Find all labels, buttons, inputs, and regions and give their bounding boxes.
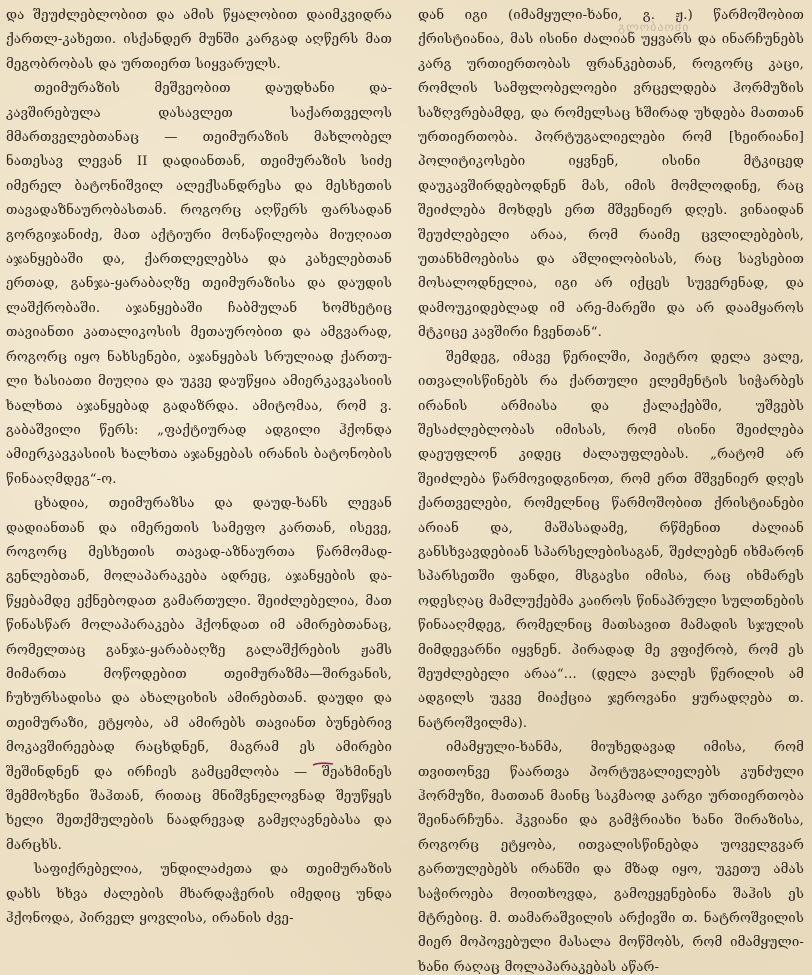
paragraph: ცხადია, თეიმურაზსა და დაუდ-ხანს ლევან დადიანთან და იმერეთის სამეფო კართან, ისევე, როგორც მესხეთის თავად-აზნაურთა წარმომადგენლებთან, მოლაპარაკება ადრეც, აჯანყების დაწყებამდე ექნებოდათ გამართული. შეიძლებელია, მათ წინასწარ მოლაპარაკება ჰქონდათ იმ ამირებთანაც, რომელთაც განჯა-ყარაბაღზე გალაშქრების ჟამს მიმართა მოწოდებით თეიმურაზმა—შირვანის, ჩუხურსადისა და ახალციხის ამირებთან. დაუდი და თეიმურაზი, ეტყობა, ამ ამირებს თავიანთ ბუნებრივ მოკავშირეებად რაცხდნენ, მაგრამ ეს ამირები შეშინდნენ და ირჩიეს გამცემლობა — შეახმინეს შემმოხვნი შაჰთან, რითაც მნიშვნელოვნად შეუწყეს ხელი შეთქმულების ნაადრევად გამჟღავნებასა და მარცხს. [6,496,392,853]
pen-underline-mark [312,761,334,767]
paragraph: იმამყული-ხანმა, მიუხედავად იმისა, რომ თვითონვე წაართვა პორტუგალიელებს კუნძული ჰორმუზი, მათთან მაინც საკმაოდ კარგი ურთიერთობა შეინარჩუნა. ჰკვიანი და გამჭრიახი ხანი შირაზისა, როგორც ეტყობა, ითვალისწინებდა უოველგვარ გართულებებს ირანში და მზად იყო, უკეთუ ამას საჭიროება მოითხოვდა, გამოეყენებინა შაჰის ეს მტრებიც. მ. თამარაშვილის არქივში თ. ნატროშვილის მიერ მოპოვებული მასალა მოწმობს, რომ იმამყული-ხანი რაღაც მოლაპარაკებას აწარ- [418,740,804,975]
paragraph: თეიმურაზის მეშვეობით დაუდხანი დაკავშირებულა დასავლეთ საქართველოს მმართველებთანაც — თეიმურაზის მახლობელ ნათესავ ლევან II დადიანთან, თეიმურაზის სიძე იმერელ ბატონიშვილ ალექსანდრესა და მესხეთის თავადაზნაურობასთან. როგორც აღწერს ფარსადან გორგიჯანიძე, მათ აქტიური მონაწილეობა მიუღიათ აჯანყებაში და, ქართლელებსა და კახელებთან ერთად, განჯა-ყარაბაღზე თეიმურაზისა და დაუდის ლაშქრობაში. აჯანყებაში ჩაბმულან ხომხეტიც თავიანთი კათალიკოსის მეთაურობით და ამგვარად, როგორც იყო ნახსენები, აჯანყებას სრულიად ქართული ხასიათი მიუღია და უკვე დაუწყია ამიერკავკასიის ხალხთა აჯანყებად გადაზრდა. ამიტომაა, რომ ვ. გაბაშვილი წერს: „ფაქტიურად ადგილი ჰქონდა ამიერკავკასიის ხალხთა აჯანყებას ირანის ბატონობის წინააღმდეგ“-ო. [6,81,392,487]
paragraph: დან იგი (იმამყული-ხანი, გ. ჟ.) წარმოშობით ქრისტიანია, მას ისინი ძალიან უყვარს და ინარჩუნებს კარგ ურთიერთობას ფრანკებთან, როგორც კაცი, რომლის სამფლობელოები ვრცელდება ჰორმუზის საზღვრებამდე, და რომელსაც ხშირად უხდება მათთან ურთიერთობა. პორტუგალიელები რომ [ხეირიანი] პოლიტიკოსები იყვნენ, ისინი მტკიცედ დაუკავშირდებოდნენ მას, იმის მომლოდინე, რაც შეიძლება მოხდეს ერთ მშვენიერ დღეს. ვინაიდან შეუძლებელი არაა, რომ რაიმე ცვლილებების, უთანხმოებისა და აშლილობისას, რაც სავსებით მოსალოდნელია, იგი არ იქცეს სუვერენად, და დამოუკიდებლად იმ არე-მარეში და არ დაამყაროს მტკიცე კავშირი ჩვენთან“. [418,8,804,341]
library-watermark: გლობაომი [618,20,690,34]
paragraph: და შეუძლებლობით და ამის წყალობით დაიმკვიდრა ქართლ-კახეთი. ისქანდერ მუნში კარგად აღწერს მათ მეგობრობას და ურთიერთ სიყვარულს. [6,8,392,72]
right-text-column [418,4,804,975]
paragraph: საფიქრებელია, უნდილაძეთა და თეიმურაზის დახს ხხვა ძალების მხარდაჭერის იმედიც უნდა ჰქონოდა, პირველ ყოვლისა, ირანის ძვე- [6,862,392,927]
paragraph: შემდეგ, იმავე წერილში, პიეტრო დელა ვალე, ითვალისწინებს რა ქართული ელემენტის სიჭარბეს ირანის არმიასა და ქალაქებში, უშვებს შესაძლებლობას იმისას, რომ ისინი შეიძლება დაეუფლონ კიდეც ძალაუფლებას. „რატომ არ შეიძლება წარმოვიდგინოთ, რომ ერთ მშვენიერ დღეს ქართველები, რომელნიც წარმოშობით ქრისტიანები არიან და, მაშასადამე, რწმენით ძალიან განსხვავდებიან სპარსელებისაგან, შეძლებენ იხმარონ სპარსეთში ფანდი, მსგავსი იმისა, რაც იხმარეს ოდესღაც მამლუქებმა კაიროს წინაპრული სულთნების წინააღმდეგ, რომელნიც მათსავით მამადის სჯულის მიმდევარნი იყვნენ. პირადად მე ვფიქრობ, რომ ეს შეუძლებელი არაა“... (დელა ვალეს წერილის ამ ადგილს უკვე მიაქცია ჯეროვანი ყურადღება თ. ნატროშვილმა). [418,349,804,731]
left-text-column [6,4,392,931]
